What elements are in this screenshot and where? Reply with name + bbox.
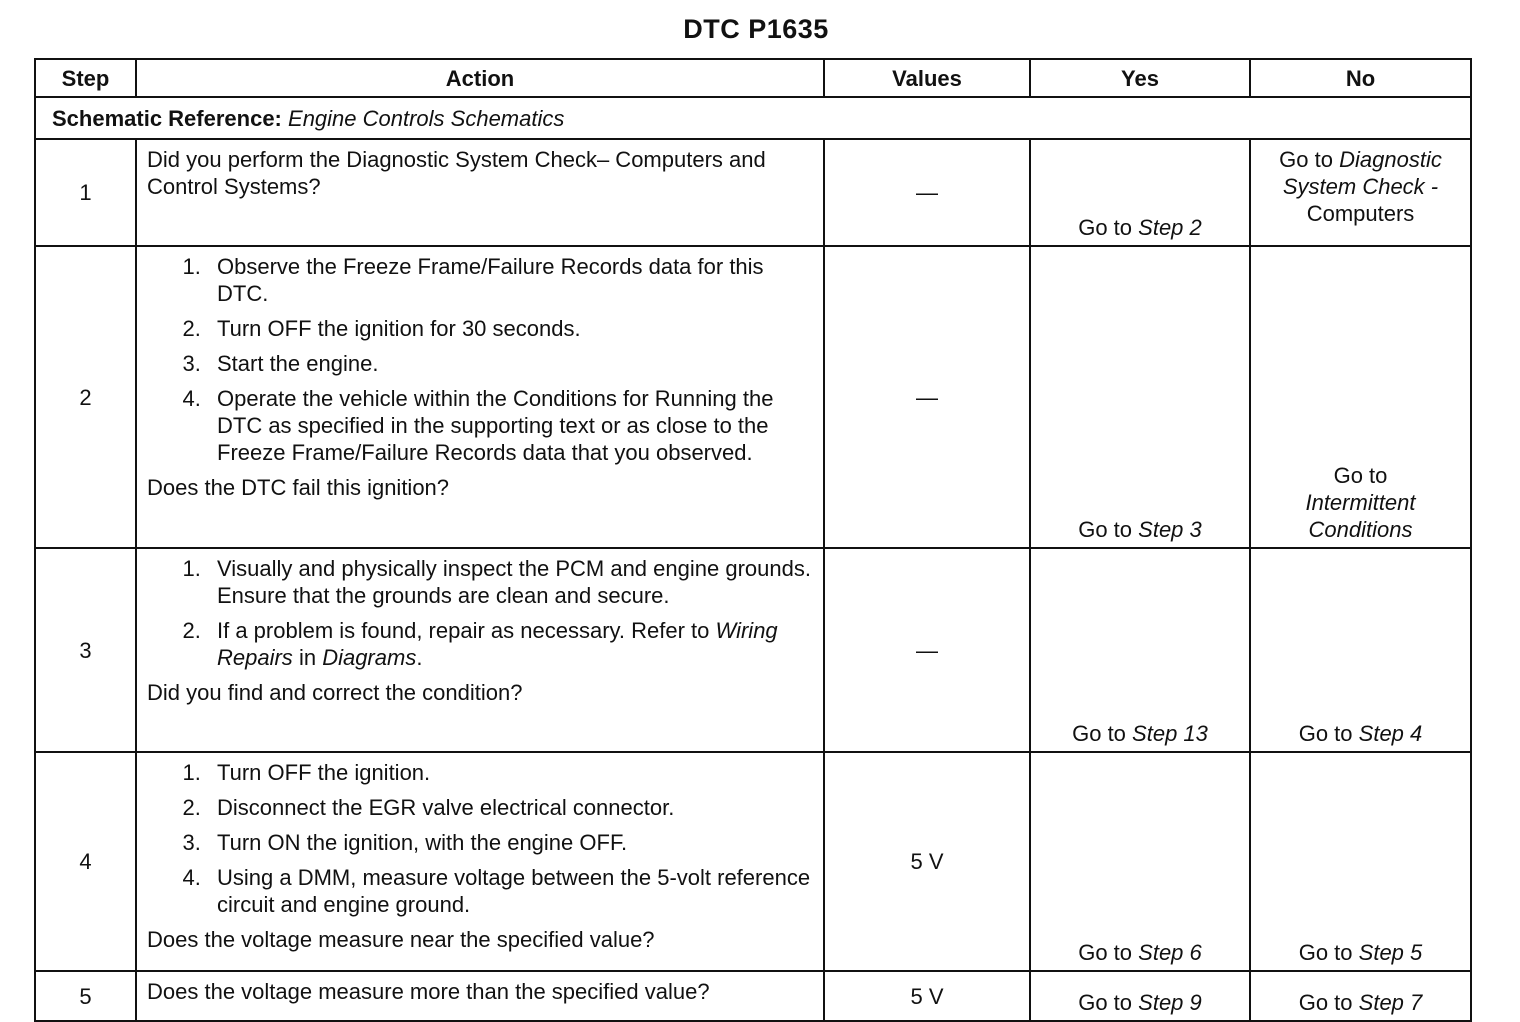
no-step-link[interactable]: Step 7: [1358, 990, 1423, 1015]
yes-go-to-label: Go to: [1078, 940, 1133, 965]
value-cell: —: [824, 548, 1030, 752]
action-item: 4. Operate the vehicle within the Conditions for Running the DTC as specified in the supporting text or as close to the Freeze Frame/Failure Records data that you observed.: [207, 385, 813, 466]
action-question: Does the DTC fail this ignition?: [147, 475, 450, 500]
header-yes: Yes: [1030, 59, 1250, 97]
no-go-to-label: Go to: [1298, 940, 1353, 965]
yes-step-link[interactable]: Step 13: [1132, 721, 1208, 746]
yes-cell: [1030, 548, 1250, 752]
action-list: [147, 759, 813, 918]
action-item-text: .: [416, 645, 423, 670]
action-item: 1. Turn OFF the ignition.: [207, 759, 813, 786]
value-cell: —: [824, 246, 1030, 548]
diagnostic-table: [34, 58, 1472, 1022]
step-number: 1: [35, 139, 136, 246]
yes-cell: [1030, 246, 1250, 548]
table-row-step-1: [35, 139, 1471, 246]
action-item: 4. Using a DMM, measure voltage between the 5-volt reference circuit and engine ground.: [207, 864, 813, 918]
step-number: 3: [35, 548, 136, 752]
step-number: 2: [35, 246, 136, 548]
no-cell: [1250, 246, 1471, 548]
schematic-reference-label: Schematic Reference:: [52, 105, 282, 131]
action-item: 2. Disconnect the EGR valve electrical connector.: [207, 794, 813, 821]
action-item: 1. Observe the Freeze Frame/Failure Records data for this DTC.: [207, 253, 813, 307]
yes-step-link[interactable]: Step 6: [1138, 940, 1202, 965]
action-list: [147, 555, 813, 671]
header-no: No: [1250, 59, 1471, 97]
action-item: 1. Visually and physically inspect the PCM and engine grounds. Ensure that the grounds are clean and secure.: [207, 555, 813, 609]
wiring-repairs-link[interactable]: Wiring Repairs: [217, 618, 778, 670]
action-cell: [136, 139, 824, 246]
yes-cell: [1030, 139, 1250, 246]
no-step-link[interactable]: Intermittent Conditions: [1305, 490, 1416, 542]
no-go-to-label: Go to: [1279, 147, 1333, 172]
action-question: Did you perform the Diagnostic System Check– Computers and Control Systems?: [147, 147, 766, 199]
yes-step-link[interactable]: Step 2: [1138, 215, 1202, 240]
yes-step-link[interactable]: Step 9: [1138, 990, 1202, 1015]
action-cell: [136, 752, 824, 971]
action-item: 2. Turn OFF the ignition for 30 seconds.: [207, 315, 813, 342]
no-step-link[interactable]: Step 4: [1358, 721, 1423, 746]
yes-go-to-label: Go to: [1078, 215, 1133, 240]
schematic-reference: [35, 97, 1471, 139]
step-number: 5: [35, 971, 136, 1021]
action-cell: [136, 246, 824, 548]
action-question: Does the voltage measure near the specified value?: [147, 927, 655, 952]
step-number: 4: [35, 752, 136, 971]
value-cell: 5 V: [824, 752, 1030, 971]
table-row-step-5: [35, 971, 1471, 1021]
value-cell: 5 V: [824, 971, 1030, 1021]
action-item: 3. Turn ON the ignition, with the engine OFF.: [207, 829, 813, 856]
action-question: Does the voltage measure more than the specified value?: [147, 979, 710, 1004]
value-cell: —: [824, 139, 1030, 246]
header-action: Action: [136, 59, 824, 97]
yes-cell: [1030, 752, 1250, 971]
no-cell: [1250, 971, 1471, 1021]
yes-go-to-label: Go to: [1078, 990, 1133, 1015]
no-go-to-label: Go to: [1333, 463, 1388, 488]
table-row-step-3: [35, 548, 1471, 752]
no-step-link[interactable]: Step 5: [1358, 940, 1423, 965]
action-item: 3. Start the engine.: [207, 350, 813, 377]
schematic-reference-link[interactable]: Engine Controls Schematics: [288, 105, 565, 131]
yes-cell: [1030, 971, 1250, 1021]
action-cell: [136, 548, 824, 752]
header-step: Step: [35, 59, 136, 97]
header-values: Values: [824, 59, 1030, 97]
yes-go-to-label: Go to: [1072, 721, 1126, 746]
action-item-text: in: [298, 645, 317, 670]
diagrams-link[interactable]: Diagrams: [322, 645, 417, 670]
action-question: Did you find and correct the condition?: [147, 680, 523, 705]
no-cell: [1250, 548, 1471, 752]
no-go-to-label: Go to: [1298, 990, 1353, 1015]
table-row-step-2: [35, 246, 1471, 548]
action-item: [207, 617, 813, 671]
action-item-text: If a problem is found, repair as necessary. Refer to: [217, 618, 710, 643]
no-cell: [1250, 139, 1471, 246]
no-cell: [1250, 752, 1471, 971]
yes-go-to-label: Go to: [1078, 517, 1133, 542]
no-go-to-label: Go to: [1298, 721, 1353, 746]
action-list: [147, 253, 813, 466]
no-step-link-suffix[interactable]: Computers: [1306, 201, 1415, 226]
page-title: DTC P1635: [683, 14, 829, 44]
yes-step-link[interactable]: Step 3: [1138, 517, 1202, 542]
no-step-link[interactable]: Diagnostic System Check -: [1282, 147, 1442, 199]
table-row-step-4: [35, 752, 1471, 971]
schematic-reference-row: [35, 97, 1471, 139]
action-cell: [136, 971, 824, 1021]
header-row: [35, 59, 1471, 97]
